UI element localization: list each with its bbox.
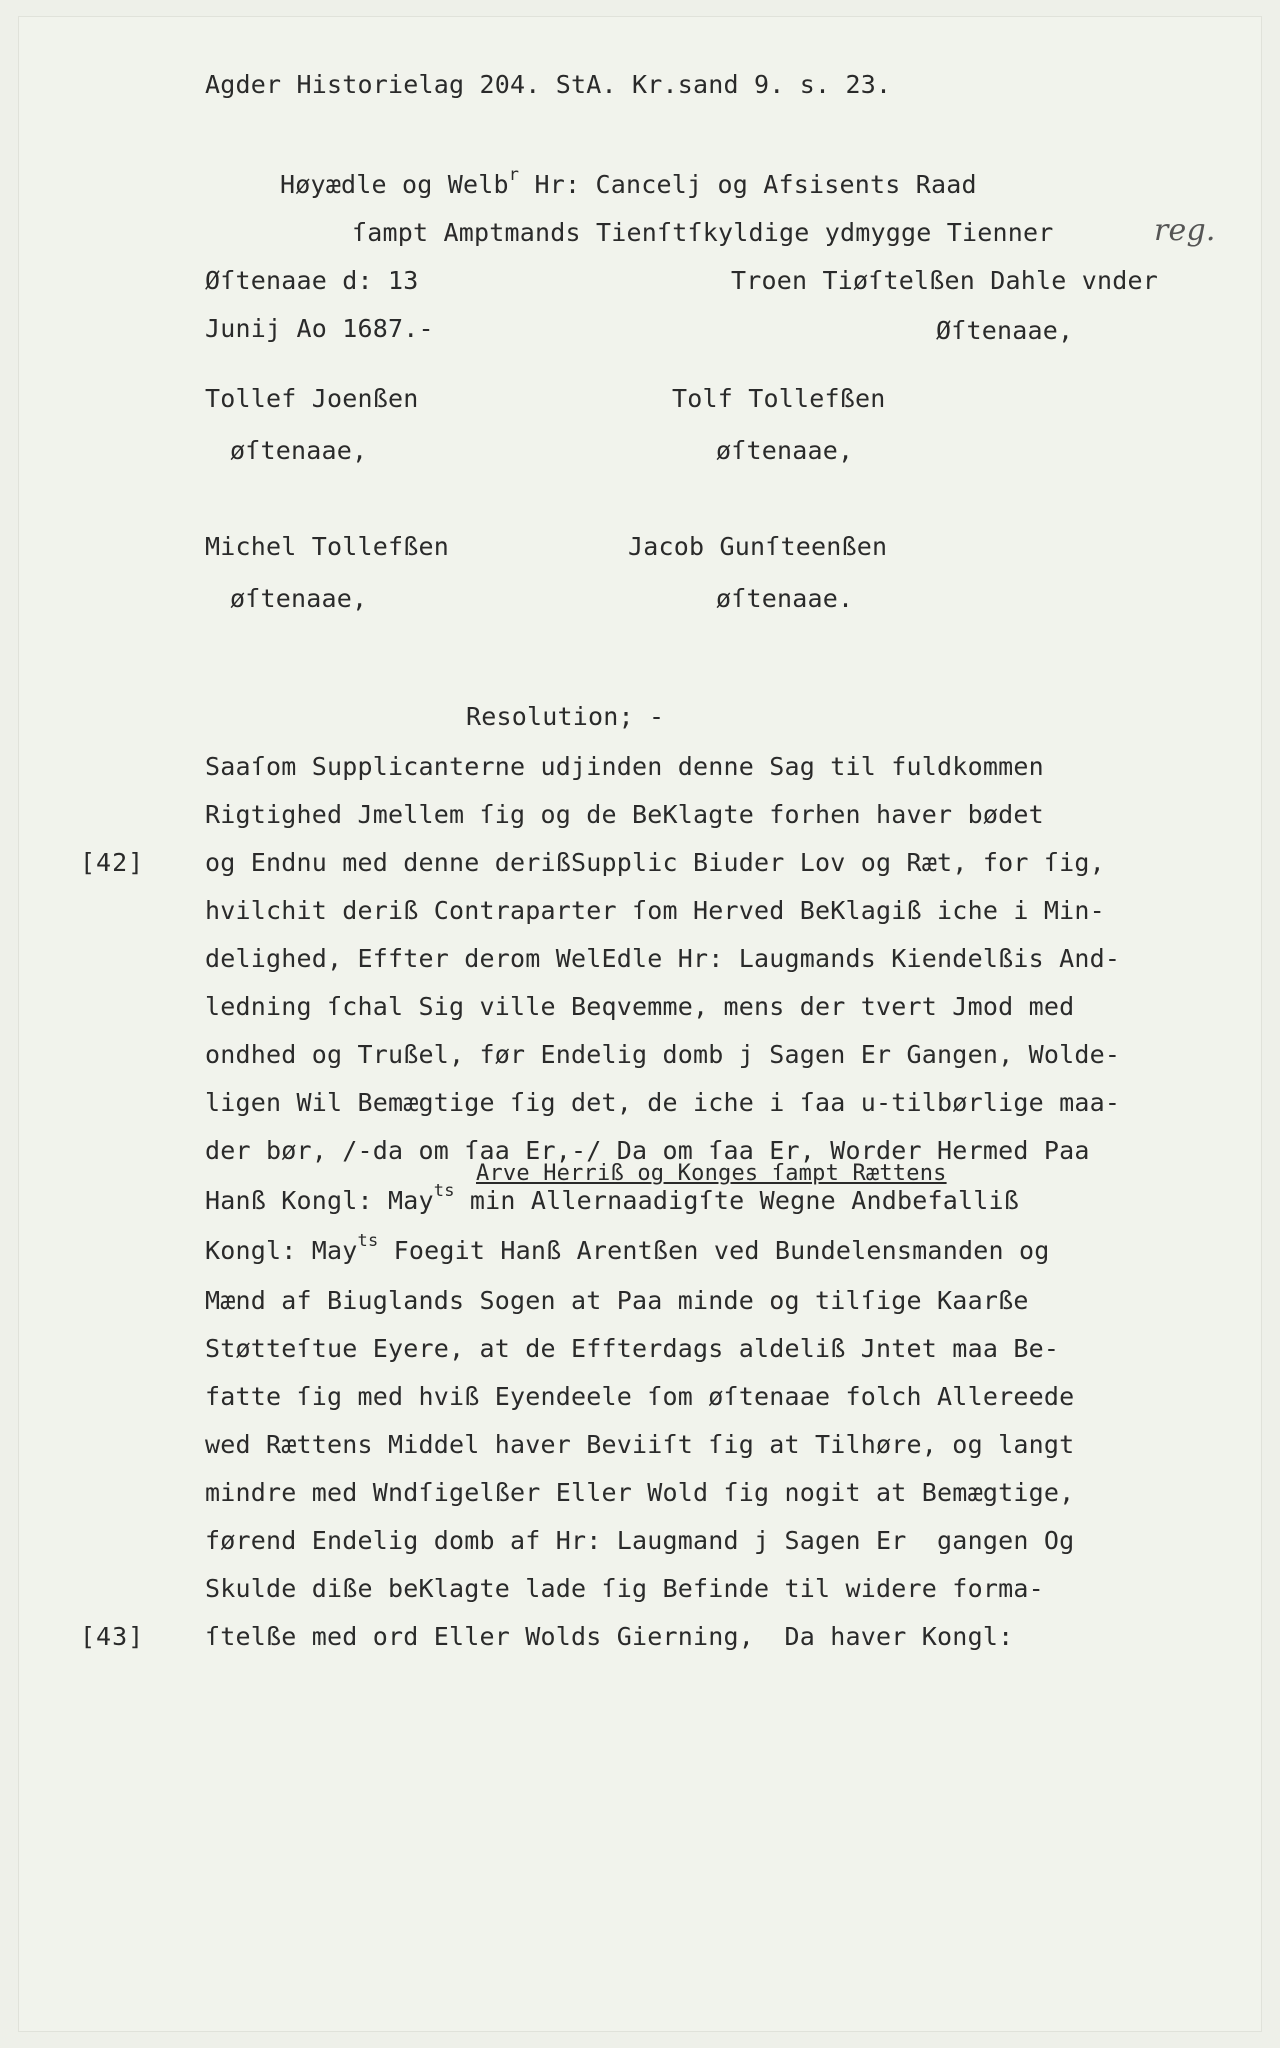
resolution-line: ledning ſchal Sig ville Beqvemme, mens der tvert Jmod med — [205, 992, 1075, 1021]
resolution-line: Skulde diße beKlagte lade ſig Befinde til widere forma- — [205, 1574, 1044, 1603]
resolution-line: mindre med Wndſigelßer Eller Wold ſig nogit at Bemægtige, — [205, 1478, 1075, 1507]
petitioner-place-1: Øſtenaae, — [936, 316, 1074, 345]
resolution-line: ondhed og Trußel, før Endelig domb j Sagen Er Gangen, Wolde- — [205, 1040, 1121, 1069]
petitioner-place-5: øſtenaae. — [716, 584, 854, 613]
pencil-annotation: reg. — [1154, 213, 1216, 248]
resolution-line: fatte ſig med hviß Eyendeele ſom øſtenaae folch Allereede — [205, 1382, 1075, 1411]
resolution-line: Saaſom Supplicanterne udjinden denne Sag til fuldkommen — [205, 752, 1044, 781]
petitioner-name-3: Tolf Tollefßen — [672, 384, 886, 413]
archive-reference: Agder Historielag 204. StA. Kr.sand 9. s. 23. — [205, 70, 892, 99]
address-line-2: ſampt Amptmands Tienſtſkyldige ydmygge Tienner — [352, 218, 1054, 247]
resolution-line: Rigtighed Jmellem ſig og de BeKlagte forhen haver bødet — [205, 800, 1044, 829]
resolution-line: Kongl: May$^{ts}$ Foegit Hanß Arentßen ved Bundelensmanden og — [205, 1230, 1050, 1265]
petitioner-place-4: øſtenaae, — [230, 584, 368, 613]
petitioner-place-3: øſtenaae, — [716, 436, 854, 465]
petitioner-name-2: Tollef Joenßen — [205, 384, 419, 413]
resolution-line: Hanß Kongl: May$^{ts}$ min Allernaadigſte Wegne Andbefalliß — [205, 1180, 1019, 1215]
resolution-line: Mænd af Biuglands Sogen at Paa minde og tilſige Kaarße — [205, 1286, 1029, 1315]
place-date-line-2: Junij Ao 1687.- — [205, 314, 434, 343]
petitioner-place-2: øſtenaae, — [230, 436, 368, 465]
resolution-line: ſtelße med ord Eller Wolds Gierning, Da haver Kongl: — [205, 1622, 1014, 1651]
resolution-line: hvilchit deriß Contraparter ſom Herved BeKlagiß iche i Min- — [205, 896, 1105, 925]
resolution-heading: Resolution; - — [466, 702, 665, 731]
address-line-1: Høyædle og Welb$^r$ Hr: Cancelj og Afsisents Raad — [280, 164, 977, 199]
resolution-line: der bør, /-da om ſaa Er,-/ Da om ſaa Er, Worder Hermed Paa — [205, 1136, 1090, 1165]
resolution-line: ligen Wil Bemægtige ſig det, de iche i ſaa u-tilbørlige maa- — [205, 1088, 1121, 1117]
resolution-line: førend Endelig domb af Hr: Laugmand j Sagen Er gangen Og — [205, 1526, 1075, 1555]
petitioner-name-1: Troen Tiøſtelßen Dahle vnder — [731, 266, 1159, 295]
resolution-line: og Endnu med denne derißSupplic Biuder Lov og Ræt, for ſig, — [205, 848, 1105, 877]
petitioner-name-4: Michel Tollefßen — [205, 532, 450, 561]
resolution-line: delighed, Effter derom WelEdle Hr: Laugmands Kiendelßis And- — [205, 944, 1121, 973]
petitioner-name-5: Jacob Gunſteenßen — [628, 532, 888, 561]
interlinear-insertion: Arve Herriß og Konges ſampt Rættens — [476, 1161, 947, 1186]
margin-page-number: [43] — [80, 1622, 145, 1651]
margin-page-number: [42] — [80, 848, 145, 877]
place-date-line-1: Øſtenaae d: 13 — [205, 266, 419, 295]
resolution-line: wed Rættens Middel haver Beviiſt ſig at Tilhøre, og langt — [205, 1430, 1075, 1459]
resolution-line: Støtteſtue Eyere, at de Effterdags aldeliß Jntet maa Be- — [205, 1334, 1060, 1363]
